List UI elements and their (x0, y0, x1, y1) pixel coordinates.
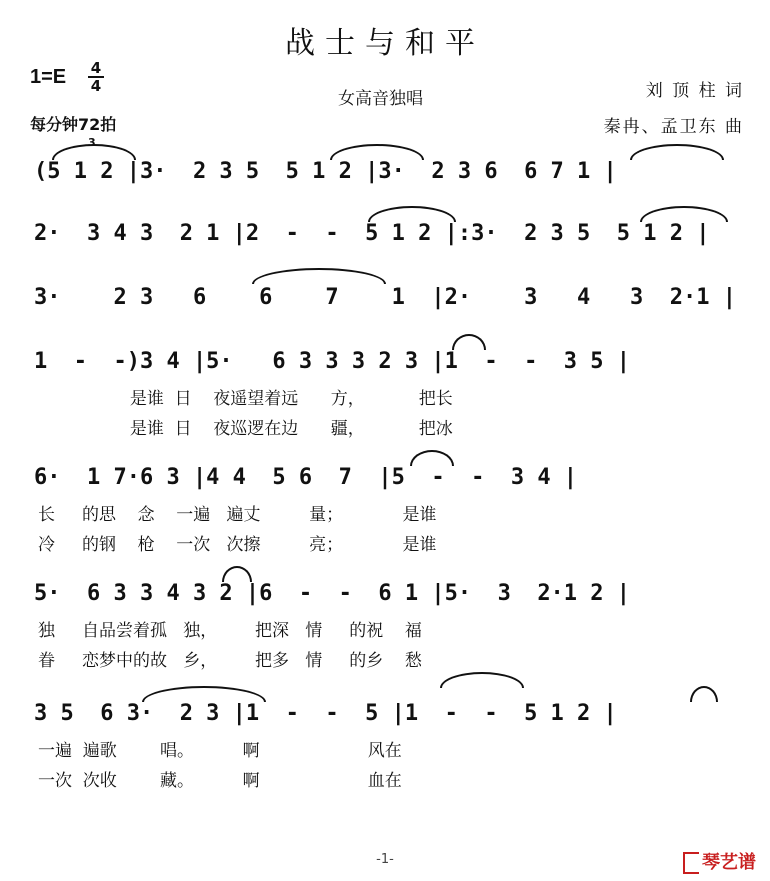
notation-line: (5 1 2 |3· 2 3 5 5 1 2 |3· 2 3 6 6 7 1 | (34, 159, 617, 184)
lyric-verse-2: 眷 恋梦中的故 乡， 把多 情 的乡 愁 (38, 651, 422, 671)
score-system-6 (0, 572, 770, 671)
time-signature (88, 60, 104, 94)
notation-line: 5· 6 3 3 4 3 2 |6 - - 6 1 |5· 3 2·1 2 | (34, 581, 631, 606)
lyric-verse-1: 是谁 日 夜遥望着远 方， 把长 (38, 389, 453, 409)
tie-arc (222, 566, 252, 582)
lyric-verse-2: 是谁 日 夜巡逻在边 疆， 把冰 (38, 419, 453, 439)
triplet-slur (630, 144, 724, 160)
notation-line: 3· 2 3 6 6 7 1 |2· 3 4 3 2·1 | (34, 285, 736, 310)
lyric-verse-2: 一次 次收 藏。 啊 血在 (38, 771, 402, 791)
lyric-verse-1: 一遍 遍歌 唱。 啊 风在 (38, 741, 402, 761)
performance-style: 女高音独唱 (338, 89, 423, 109)
meter-bottom: 4 (90, 77, 102, 95)
tie-arc (410, 450, 454, 466)
logo-text: 琴艺谱 (702, 852, 756, 873)
notation-line: 6· 1 7·6 3 |4 4 5 6 7 |5 - - 3 4 | (34, 465, 578, 490)
score-system-5 (0, 456, 770, 555)
tie-arc (440, 672, 524, 688)
meter-top: 4 (90, 59, 102, 77)
composer-credit: 秦冉、孟卫东 曲 (603, 117, 744, 137)
logo-icon (683, 852, 699, 874)
score-system-7 (0, 692, 770, 791)
notation-line: 1 - -)3 4 |5· 6 3 3 3 2 3 |1 - - 3 5 | (34, 349, 631, 374)
lyric-verse-2: 冷 的钢 枪 一次 次擦 亮； 是谁 (38, 535, 437, 555)
lyricist-credit: 刘 顶 柱 词 (645, 81, 744, 101)
key-signature: 1=E (30, 66, 67, 88)
lyric-verse-1: 长 的思 念 一遍 遍丈 量； 是谁 (38, 505, 437, 525)
page-number: -1- (376, 852, 394, 867)
song-title: 战士与和平 (285, 26, 485, 61)
triplet-slur (330, 144, 424, 160)
triplet-slur (368, 206, 456, 222)
triplet-slur (252, 268, 386, 284)
score-system-4 (0, 340, 770, 439)
tie-arc (690, 686, 718, 702)
tie-arc (452, 334, 486, 350)
tempo-marking: 每分钟72拍 (30, 115, 117, 134)
triplet-slur (640, 206, 728, 222)
site-logo (683, 848, 756, 874)
triplet-number: 3 (88, 136, 96, 149)
tie-arc (142, 686, 266, 702)
lyric-verse-1: 独 自品尝着孤 独， 把深 情 的祝 福 (38, 621, 422, 641)
notation-line: 2· 3 4 3 2 1 |2 - - 5 1 2 |:3· 2 3 5 5 1 2 | (34, 221, 710, 246)
notation-line: 3 5 6 3· 2 3 |1 - - 5 |1 - - 5 1 2 | (34, 701, 617, 726)
